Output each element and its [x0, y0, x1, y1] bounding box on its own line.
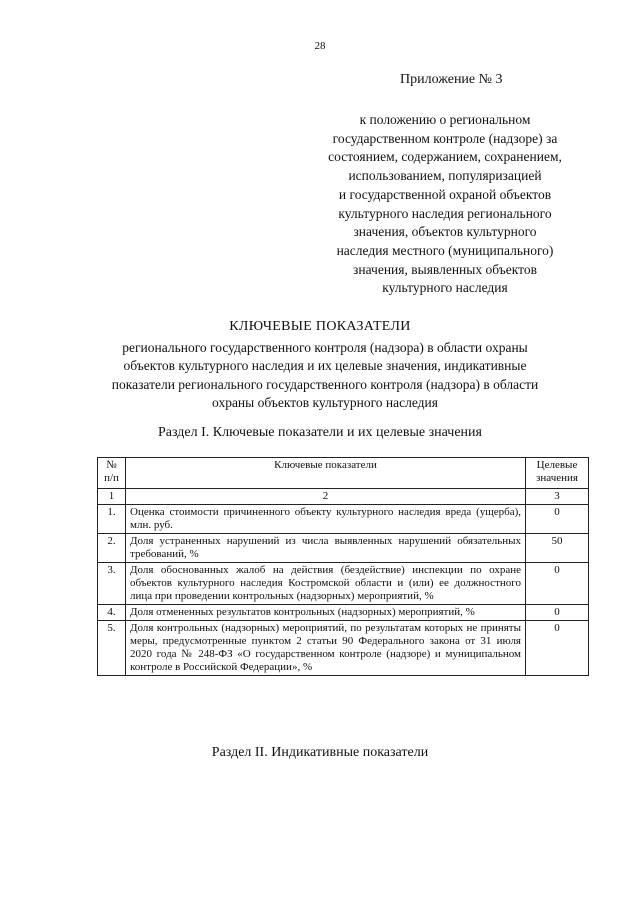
appendix-subtitle-line: значения, выявленных объектов — [353, 261, 537, 277]
row-number: 3. — [98, 563, 126, 605]
indicator-name: Доля контрольных (надзорных) мероприятий, по результатам которых не приняты меры, предусмотренные пунктом 2 статьи 90 Федерального закона от 31 июля 2020 года № 248-ФЗ «О государственном контроле (надзоре) и муниципальном контроле в Российской Федерации», % — [126, 621, 526, 676]
table-row — [98, 621, 589, 676]
target-value: 50 — [526, 534, 589, 563]
indicator-name: Доля устраненных нарушений из числа выявленных нарушений обязательных требований, % — [126, 534, 526, 563]
index-cell: 3 — [526, 489, 589, 505]
column-header-target-value: Целевые значения — [526, 458, 589, 489]
section-2-title: Раздел II. Индикативные показатели — [211, 745, 429, 760]
document-subheading-line: объектов культурного наследия и их целевые значения, индикативные — [123, 358, 527, 374]
column-header-indicator: Ключевые показатели — [126, 458, 526, 489]
row-number: 2. — [98, 534, 126, 563]
appendix-subtitle-line: государственном контроле (надзоре) за — [332, 130, 558, 146]
row-number: 5. — [98, 621, 126, 676]
appendix-title: Приложение № 3 — [400, 72, 503, 87]
appendix-subtitle — [280, 111, 610, 298]
document-heading: КЛЮЧЕВЫЕ ПОКАЗАТЕЛИ — [229, 319, 411, 334]
appendix-subtitle-line: значения, объектов культурного — [353, 224, 537, 240]
page-number: 28 — [314, 40, 326, 52]
row-number: 1. — [98, 505, 126, 534]
appendix-subtitle-line: культурного наследия — [382, 280, 508, 296]
document-subheading — [90, 339, 560, 413]
appendix-subtitle-line: наследия местного (муниципального) — [336, 242, 554, 258]
section-1-title: Раздел I. Ключевые показатели и их целевые значения — [158, 425, 482, 440]
target-value: 0 — [526, 563, 589, 605]
indicator-name: Доля отмененных результатов контрольных (надзорных) мероприятий, % — [126, 605, 526, 621]
appendix-subtitle-line: состоянием, содержанием, сохранением, — [328, 149, 562, 165]
document-subheading-line: регионального государственного контроля (надзора) в области охраны — [122, 340, 528, 355]
appendix-subtitle-line: и государственной охраной объектов — [338, 186, 552, 202]
key-indicators-table — [97, 457, 589, 676]
target-value: 0 — [526, 621, 589, 676]
document-subheading-line: охраны объектов культурного наследия — [212, 395, 438, 411]
table-header-row — [98, 458, 589, 489]
appendix-subtitle-line: к положению о региональном — [359, 112, 531, 127]
table-row — [98, 563, 589, 605]
target-value: 0 — [526, 505, 589, 534]
appendix-subtitle-line: использованием, популяризацией — [348, 168, 542, 184]
table-row — [98, 605, 589, 621]
document-subheading-line: показатели регионального государственного контроля (надзора) в области — [111, 376, 539, 392]
column-header-number: № п/п — [98, 458, 126, 489]
table-index-row — [98, 489, 589, 505]
target-value: 0 — [526, 605, 589, 621]
table-row — [98, 505, 589, 534]
index-cell: 1 — [98, 489, 126, 505]
appendix-subtitle-line: культурного наследия регионального — [338, 205, 552, 221]
index-cell: 2 — [126, 489, 526, 505]
indicator-name: Доля обоснованных жалоб на действия (бездействие) инспекции по охране объектов культурного наследия Костромской области и (или) ее должностного лица при проведении контрольных (надзорных) мероприятий, % — [126, 563, 526, 605]
table-row — [98, 534, 589, 563]
row-number: 4. — [98, 605, 126, 621]
indicator-name: Оценка стоимости причиненного объекту культурного наследия вреда (ущерба), млн. руб. — [126, 505, 526, 534]
